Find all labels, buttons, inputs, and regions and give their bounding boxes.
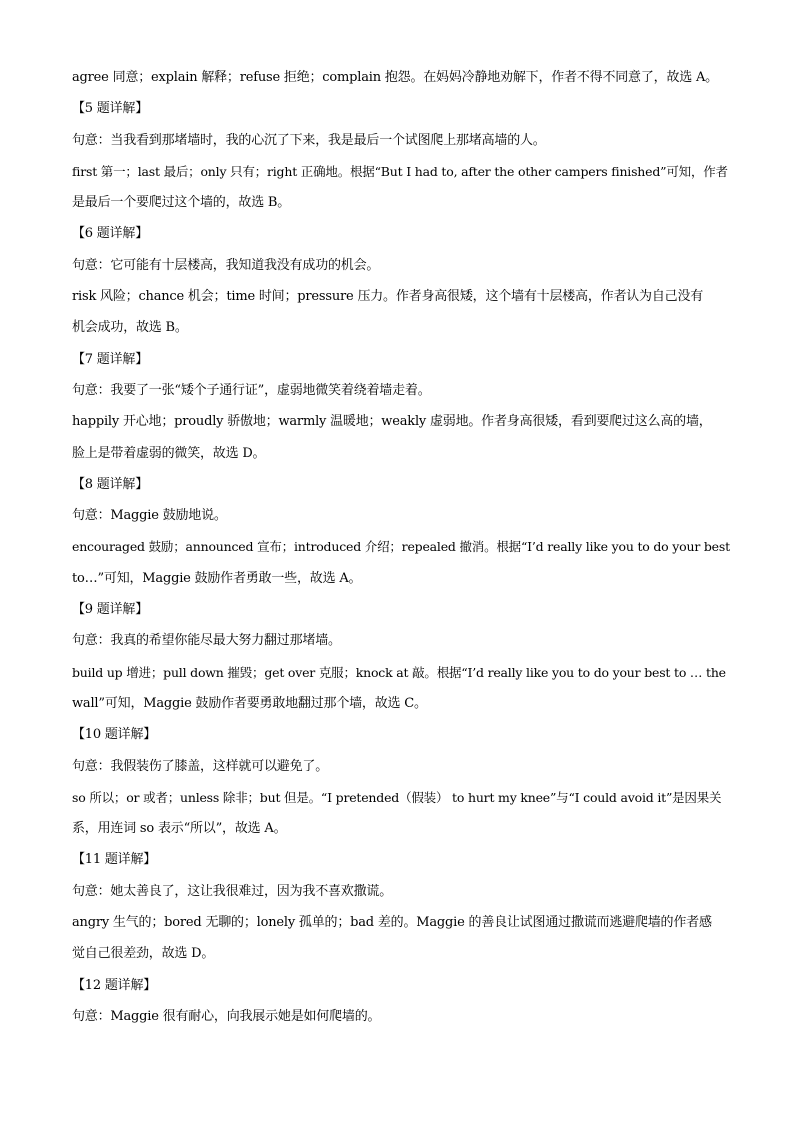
section-heading: 【9 题详解】 xyxy=(72,602,149,618)
text-line: 脸上是带着虚弱的微笑，故选 D。 xyxy=(72,445,266,461)
text-line: 是最后一个要爬过这个墙的，故选 B。 xyxy=(72,195,291,211)
text-line: happily 开心地；proudly 骄傲地；warmly 温暖地；weakly 虚弱地。作者身高很矮，看到要爬过这么高的墙， xyxy=(72,414,712,430)
section-heading: 【5 题详解】 xyxy=(72,101,149,117)
text-line: so 所以；or 或者；unless 除非；but 但是。“I pretended（假装） to hurt my knee”与“I could avoid it”是因果关 xyxy=(72,789,722,805)
text-line: to…”可知，Maggie 鼓励作者勇敢一些，故选 A。 xyxy=(72,570,362,586)
section-heading: 【6 题详解】 xyxy=(72,226,149,242)
text-line: 句意：我假装伤了膝盖，这样就可以避免了。 xyxy=(72,758,329,774)
section-heading: 【10 题详解】 xyxy=(72,727,157,743)
text-line: build up 增进；pull down 摧毁；get over 克服；knock at 敲。根据“I’d really like you to do your best to … the xyxy=(72,664,726,680)
text-line: 句意：我要了一张“矮个子通行证”，虚弱地微笑着绕着墙走着。 xyxy=(72,382,431,398)
section-heading: 【11 题详解】 xyxy=(72,852,157,868)
text-line: wall”可知，Maggie 鼓励作者要勇敢地翻过那个墙，故选 C。 xyxy=(72,695,427,711)
text-line: angry 生气的；bored 无聊的；lonely 孤单的；bad 差的。Maggie 的善良让试图通过撒谎而逃避爬墙的作者感 xyxy=(72,915,712,931)
text-line: 觉自己很差劲，故选 D。 xyxy=(72,946,215,962)
section-heading: 【7 题详解】 xyxy=(72,351,149,367)
text-line: 句意：她太善良了，这让我很难过，因为我不喜欢撒谎。 xyxy=(72,883,393,899)
text-line: encouraged 鼓励；announced 宣布；introduced 介绍；repealed 撤消。根据“I’d really like you to do your best xyxy=(72,539,730,555)
text-line: 句意：Maggie 鼓励地说。 xyxy=(72,508,227,524)
text-line: first 第一；last 最后；only 只有；right 正确地。根据“But I had to, after the other campers finished”可知，作者 xyxy=(72,163,728,179)
text-line: 句意：我真的希望你能尽最大努力翻过那堵墙。 xyxy=(72,633,341,649)
section-heading: 【8 题详解】 xyxy=(72,476,149,492)
text-line: 句意：当我看到那堵墙时，我的心沉了下来，我是最后一个试图爬上那堵高墙的人。 xyxy=(72,132,546,148)
text-line: risk 风险；chance 机会；time 时间；pressure 压力。作者身高很矮，这个墙有十层楼高，作者认为自己没有 xyxy=(72,289,704,305)
document-page xyxy=(72,62,732,1032)
text-line: 句意：Maggie 很有耐心，向我展示她是如何爬墙的。 xyxy=(72,1008,381,1024)
section-heading: 【12 题详解】 xyxy=(72,977,157,993)
text-line: 句意：它可能有十层楼高，我知道我没有成功的机会。 xyxy=(72,257,380,273)
text-line: 系，用连词 so 表示“所以”，故选 A。 xyxy=(72,821,287,837)
text-line: agree 同意；explain 解释；refuse 拒绝；complain 抱怨。在妈妈冷静地劝解下，作者不得不同意了，故选 A。 xyxy=(72,70,718,85)
text-line: 机会成功，故选 B。 xyxy=(72,320,188,336)
